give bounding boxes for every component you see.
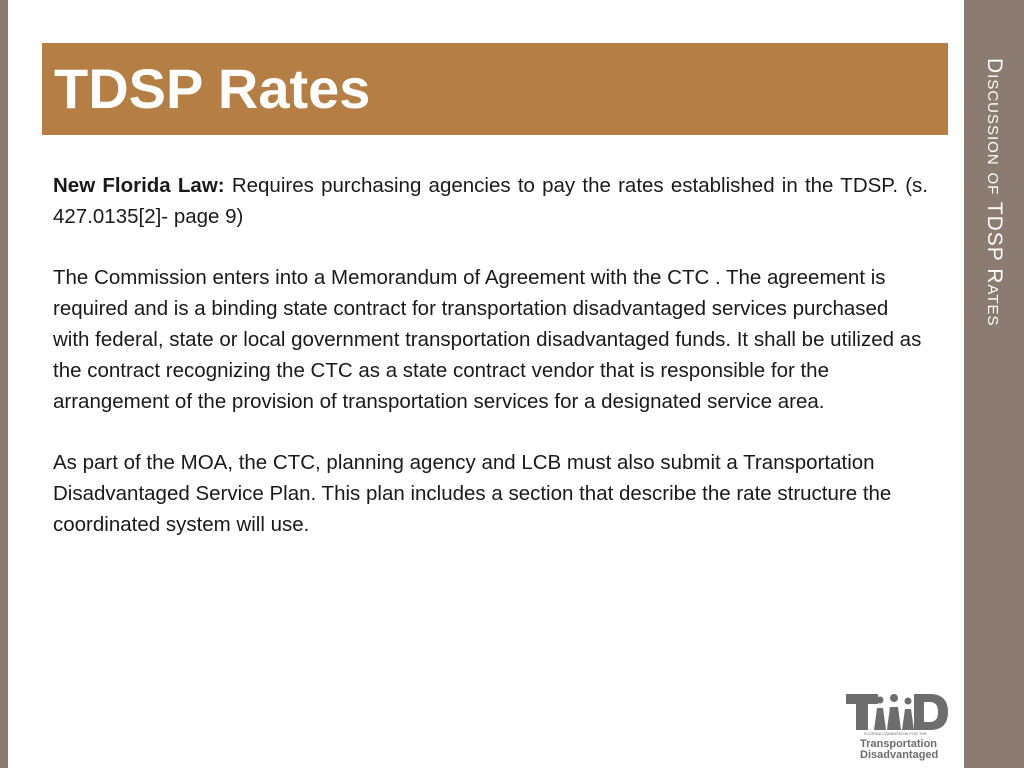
- logo-line-transportation: Transportation: [860, 738, 938, 750]
- paragraph-law: [53, 171, 928, 233]
- side-section-title: [964, 58, 1024, 388]
- slide-title: TDSP Rates: [54, 57, 371, 120]
- paragraph-service-plan: As part of the MOA, the CTC, planning agency and LCB must also submit a Transportation Disadvantaged Service Plan. This plan includes a section that describe the rate structure the coordinated system will use.: [53, 451, 892, 536]
- law-text: Requires purchasing agencies to pay the rates established in the TDSP. (s. 427.0135[2]- page 9): [53, 174, 929, 228]
- side-title-text: Discussion of TDSP Rates: [983, 58, 1006, 327]
- logo-line-disadvantaged: Disadvantaged: [860, 749, 939, 761]
- left-border-bar: [0, 0, 8, 768]
- title-banner: [42, 43, 948, 135]
- law-label: New Florida Law:: [53, 174, 225, 197]
- slide-body: [53, 171, 928, 571]
- paragraph-moa: The Commission enters into a Memorandum of Agreement with the CTC . The agreement is required and is a binding state contract for transportation disadvantaged services purchased with federal, state or local government transportation disadvantaged funds. It shall be utilized as the contract recognizing the CTC as a state contract vendor that is responsible for the arrangement of the provision of transportation services for a designated service area.: [53, 266, 922, 413]
- ctd-logo: [842, 690, 950, 762]
- logo-small-text: FLORIDA COMMISSION FOR THE: [864, 731, 928, 736]
- ctd-logo-icon: [842, 690, 950, 732]
